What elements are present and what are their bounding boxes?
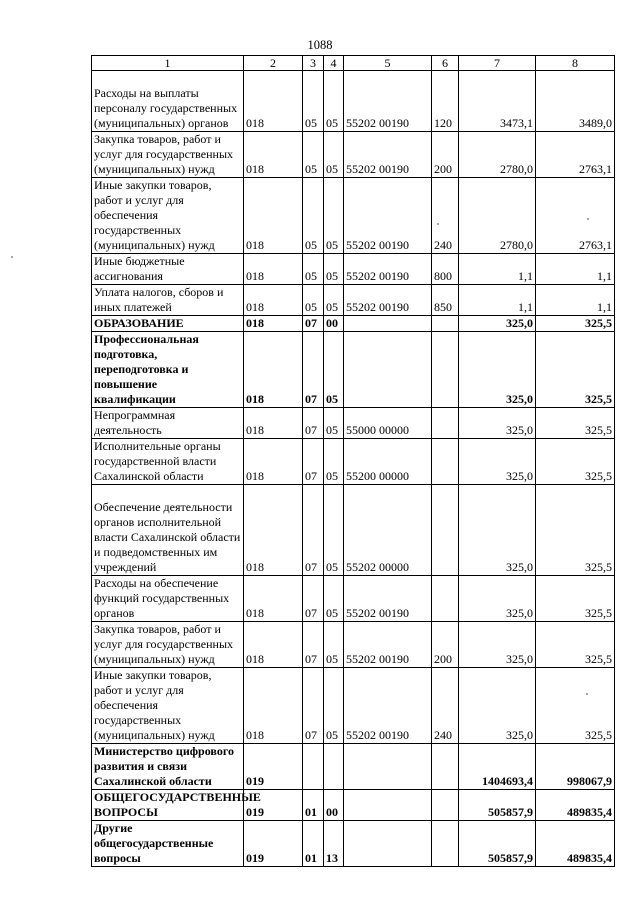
- scan-speck: [587, 218, 589, 220]
- admin-code: 019: [244, 790, 303, 821]
- admin-code: 018: [244, 439, 303, 485]
- header-cell: 5: [344, 56, 432, 71]
- table-row: [92, 439, 615, 485]
- admin-code: 018: [244, 332, 303, 408]
- table-row: [92, 285, 615, 316]
- amount-col8: 1,1: [536, 285, 615, 316]
- target-article: 55202 00190: [344, 576, 432, 622]
- table-row: [92, 178, 615, 254]
- row-name: Иные закупки товаров, работ и услуг для обеспечения государственных (муниципальных) нужд: [92, 178, 244, 254]
- table-row: [92, 132, 615, 178]
- target-article: 55202 00190: [344, 622, 432, 668]
- subsection-code: [324, 744, 344, 790]
- table-row: [92, 71, 615, 132]
- table-row: [92, 668, 615, 744]
- row-name: Другие общегосударственные вопросы: [92, 821, 244, 867]
- row-name: Иные закупки товаров, работ и услуг для обеспечения государственных (муниципальных) нужд: [92, 668, 244, 744]
- section-code: 07: [303, 668, 324, 744]
- target-article: [344, 821, 432, 867]
- subsection-code: 05: [324, 485, 344, 576]
- amount-col8: 489835,4: [536, 790, 615, 821]
- admin-code: 018: [244, 316, 303, 332]
- subsection-code: 05: [324, 576, 344, 622]
- admin-code: 019: [244, 821, 303, 867]
- expense-type: [432, 439, 459, 485]
- expense-type: [432, 576, 459, 622]
- target-article: 55000 00000: [344, 408, 432, 439]
- admin-code: 018: [244, 285, 303, 316]
- amount-col7: 325,0: [459, 485, 536, 576]
- header-cell: 7: [459, 56, 536, 71]
- expense-type: [432, 316, 459, 332]
- header-cell: 3: [303, 56, 324, 71]
- table-row: [92, 316, 615, 332]
- table-row: [92, 576, 615, 622]
- row-name: ОБРАЗОВАНИЕ: [92, 316, 244, 332]
- table-row: [92, 790, 615, 821]
- admin-code: 018: [244, 485, 303, 576]
- row-name: Закупка товаров, работ и услуг для государственных (муниципальных) нужд: [92, 132, 244, 178]
- row-name: ОБЩЕГОСУДАРСТВЕННЫЕ ВОПРОСЫ: [92, 790, 244, 821]
- table-row: [92, 821, 615, 867]
- amount-col8: 325,5: [536, 316, 615, 332]
- header-cell: 2: [244, 56, 303, 71]
- row-name: Расходы на обеспечение функций государственных органов: [92, 576, 244, 622]
- target-article: 55200 00000: [344, 439, 432, 485]
- admin-code: 018: [244, 576, 303, 622]
- amount-col7: 2780,0: [459, 178, 536, 254]
- row-name: Исполнительные органы государственной власти Сахалинской области: [92, 439, 244, 485]
- amount-col7: 325,0: [459, 439, 536, 485]
- amount-col8: 325,5: [536, 622, 615, 668]
- section-code: 01: [303, 790, 324, 821]
- expense-type: 240: [432, 178, 459, 254]
- header-cell: 1: [92, 56, 244, 71]
- admin-code: 018: [244, 408, 303, 439]
- section-code: 05: [303, 254, 324, 285]
- target-article: [344, 790, 432, 821]
- admin-code: 019: [244, 744, 303, 790]
- section-code: 07: [303, 408, 324, 439]
- section-code: 07: [303, 485, 324, 576]
- amount-col8: 2763,1: [536, 132, 615, 178]
- amount-col7: 325,0: [459, 622, 536, 668]
- table-row: [92, 622, 615, 668]
- amount-col7: 505857,9: [459, 790, 536, 821]
- expense-type: [432, 485, 459, 576]
- amount-col7: 325,0: [459, 576, 536, 622]
- expense-type: 800: [432, 254, 459, 285]
- section-code: 05: [303, 178, 324, 254]
- table-row: [92, 254, 615, 285]
- target-article: 55202 00190: [344, 285, 432, 316]
- admin-code: 018: [244, 71, 303, 132]
- expense-type: [432, 332, 459, 408]
- subsection-code: 05: [324, 254, 344, 285]
- amount-col7: 325,0: [459, 668, 536, 744]
- amount-col8: 3489,0: [536, 71, 615, 132]
- amount-col7: 505857,9: [459, 821, 536, 867]
- subsection-code: 13: [324, 821, 344, 867]
- subsection-code: 05: [324, 622, 344, 668]
- expense-type: 200: [432, 132, 459, 178]
- admin-code: 018: [244, 132, 303, 178]
- subsection-code: 05: [324, 439, 344, 485]
- expense-type: [432, 744, 459, 790]
- row-name: Закупка товаров, работ и услуг для государственных (муниципальных) нужд: [92, 622, 244, 668]
- table-row: [92, 332, 615, 408]
- admin-code: 018: [244, 178, 303, 254]
- expense-type: 120: [432, 71, 459, 132]
- subsection-code: 05: [324, 71, 344, 132]
- amount-col8: 325,5: [536, 576, 615, 622]
- amount-col7: 1404693,4: [459, 744, 536, 790]
- table-row: [92, 408, 615, 439]
- header-cell: 4: [324, 56, 344, 71]
- header-cell: 8: [536, 56, 615, 71]
- amount-col7: 1,1: [459, 285, 536, 316]
- amount-col8: 325,5: [536, 439, 615, 485]
- row-name: Иные бюджетные ассигнования: [92, 254, 244, 285]
- row-name: Уплата налогов, сборов и иных платежей: [92, 285, 244, 316]
- amount-col8: 489835,4: [536, 821, 615, 867]
- row-name: Профессиональная подготовка, переподготовка и повышение квалификации: [92, 332, 244, 408]
- amount-col8: 998067,9: [536, 744, 615, 790]
- subsection-code: 05: [324, 285, 344, 316]
- amount-col7: 2780,0: [459, 132, 536, 178]
- target-article: 55202 00190: [344, 132, 432, 178]
- target-article: [344, 744, 432, 790]
- amount-col7: 325,0: [459, 408, 536, 439]
- amount-col8: 325,5: [536, 485, 615, 576]
- subsection-code: 05: [324, 668, 344, 744]
- row-name: Расходы на выплаты персоналу государственных (муниципальных) органов: [92, 71, 244, 132]
- amount-col8: 325,5: [536, 408, 615, 439]
- expense-type: 240: [432, 668, 459, 744]
- section-code: [303, 744, 324, 790]
- header-row: [92, 56, 615, 71]
- table-body: [92, 56, 615, 867]
- expense-type: [432, 790, 459, 821]
- section-code: 01: [303, 821, 324, 867]
- section-code: 05: [303, 71, 324, 132]
- subsection-code: 05: [324, 332, 344, 408]
- expense-type: [432, 408, 459, 439]
- row-name: Непрограммная деятельность: [92, 408, 244, 439]
- amount-col8: 1,1: [536, 254, 615, 285]
- target-article: [344, 316, 432, 332]
- target-article: 55202 00190: [344, 71, 432, 132]
- scan-speck: [11, 256, 13, 258]
- subsection-code: 00: [324, 790, 344, 821]
- section-code: 07: [303, 316, 324, 332]
- amount-col7: 325,0: [459, 316, 536, 332]
- section-code: 07: [303, 622, 324, 668]
- target-article: 55202 00190: [344, 254, 432, 285]
- table-row: [92, 744, 615, 790]
- table-row: [92, 485, 615, 576]
- section-code: 07: [303, 332, 324, 408]
- amount-col8: 2763,1: [536, 178, 615, 254]
- scan-speck: [437, 223, 439, 225]
- target-article: 55202 00190: [344, 668, 432, 744]
- page-number: 1088: [307, 38, 333, 52]
- target-article: 55202 00190: [344, 178, 432, 254]
- subsection-code: 00: [324, 316, 344, 332]
- amount-col8: 325,5: [536, 668, 615, 744]
- target-article: [344, 332, 432, 408]
- amount-col7: 1,1: [459, 254, 536, 285]
- section-code: 05: [303, 285, 324, 316]
- expense-type: [432, 821, 459, 867]
- section-code: 05: [303, 132, 324, 178]
- row-name: Министерство цифрового развития и связи Сахалинской области: [92, 744, 244, 790]
- subsection-code: 05: [324, 132, 344, 178]
- section-code: 07: [303, 576, 324, 622]
- target-article: 55202 00000: [344, 485, 432, 576]
- scan-speck: [586, 693, 588, 695]
- admin-code: 018: [244, 254, 303, 285]
- admin-code: 018: [244, 668, 303, 744]
- admin-code: 018: [244, 622, 303, 668]
- expense-type: 850: [432, 285, 459, 316]
- expense-type: 200: [432, 622, 459, 668]
- row-name: Обеспечение деятельности органов исполнительной власти Сахалинской области и подведомственных им учреждений: [92, 485, 244, 576]
- amount-col8: 325,5: [536, 332, 615, 408]
- header-cell: 6: [432, 56, 459, 71]
- subsection-code: 05: [324, 408, 344, 439]
- section-code: 07: [303, 439, 324, 485]
- subsection-code: 05: [324, 178, 344, 254]
- amount-col7: 325,0: [459, 332, 536, 408]
- amount-col7: 3473,1: [459, 71, 536, 132]
- budget-table: [91, 55, 615, 867]
